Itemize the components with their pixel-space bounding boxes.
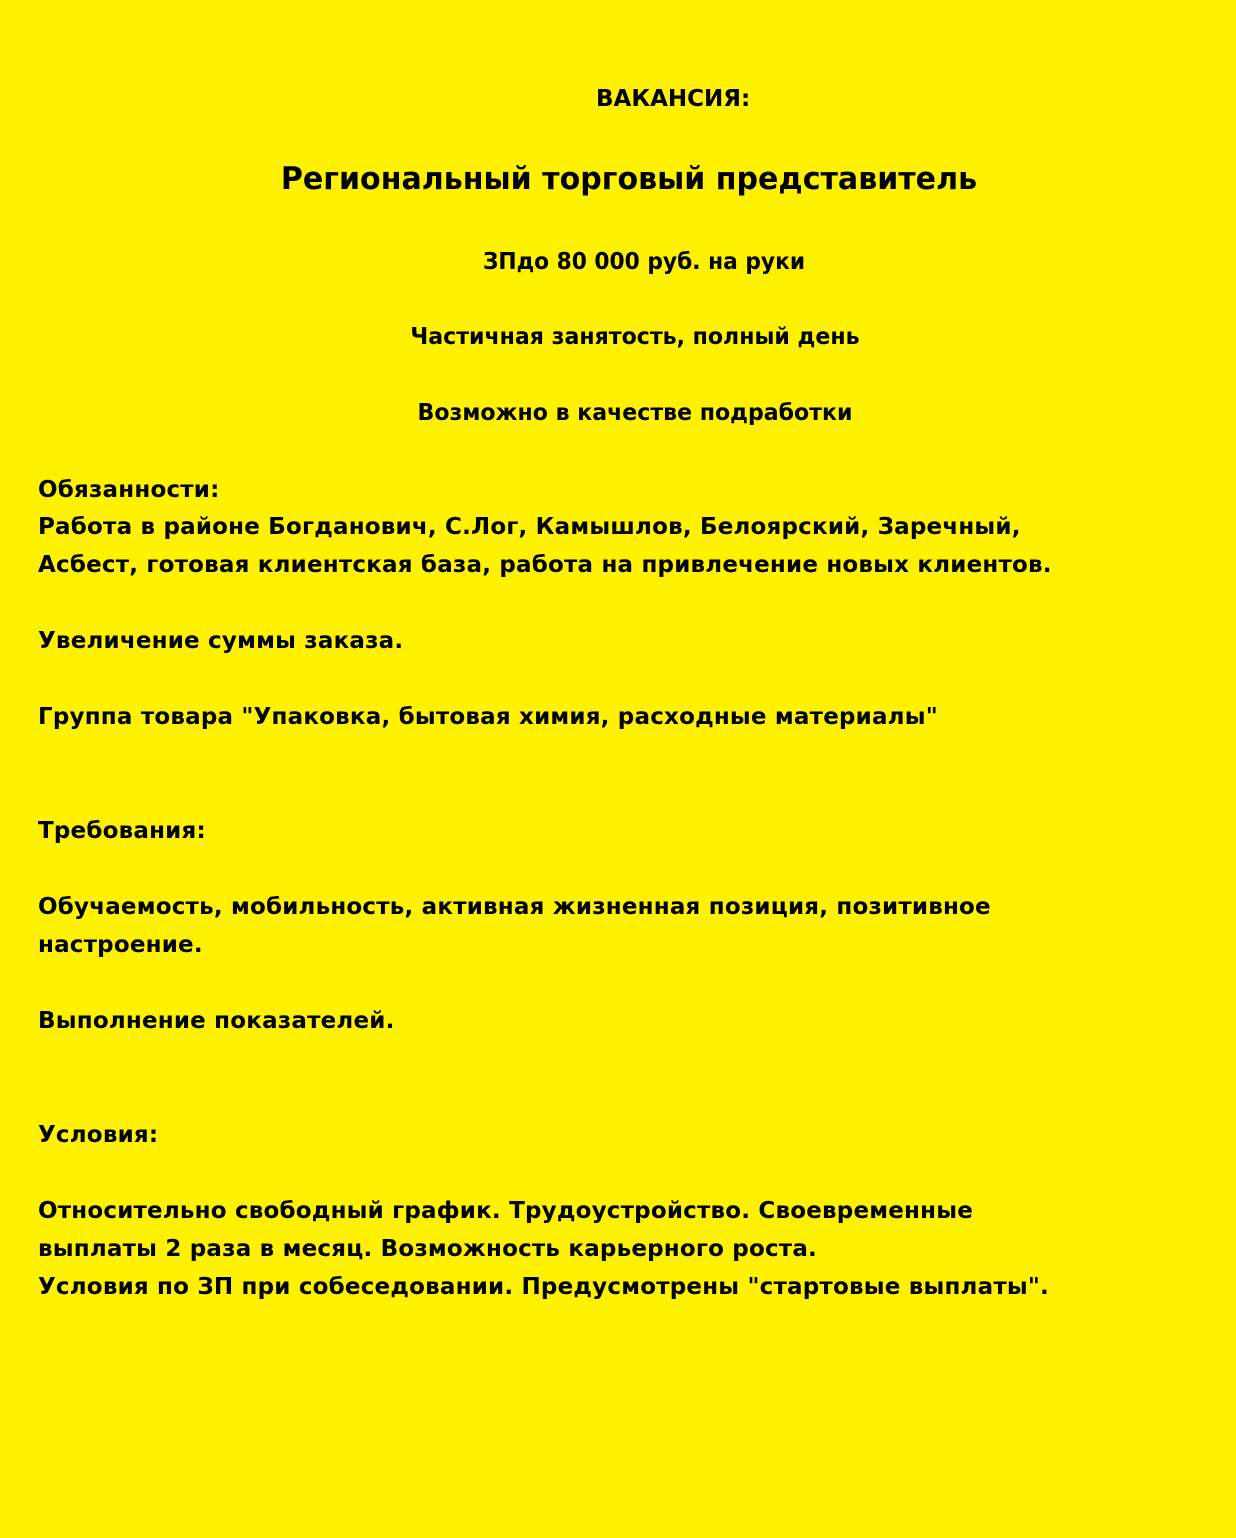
- duties-line: Работа в районе Богданович, С.Лог, Камышлов, Белоярский, Заречный,: [38, 514, 1021, 540]
- requirements-line: Обучаемость, мобильность, активная жизненная позиция, позитивное: [38, 894, 991, 920]
- side-job-text: Возможно в качестве подработки: [417, 400, 853, 426]
- conditions-heading: Условия:: [38, 1122, 159, 1148]
- conditions-line: Относительно свободный график. Трудоустройство. Своевременные: [38, 1198, 974, 1224]
- requirements-line: настроение.: [38, 932, 203, 958]
- vacancy-label: ВАКАНСИЯ:: [596, 86, 751, 112]
- duties-line: Группа товара "Упаковка, бытовая химия, расходные материалы": [38, 704, 938, 730]
- requirements-heading: Требования:: [38, 818, 206, 844]
- duties-heading: Обязанности:: [38, 477, 220, 503]
- salary-text: ЗПдо 80 000 руб. на руки: [482, 249, 806, 275]
- requirements-line: Выполнение показателей.: [38, 1008, 395, 1034]
- duties-line: Увеличение суммы заказа.: [38, 628, 404, 654]
- conditions-line: выплаты 2 раза в месяц. Возможность карьерного роста.: [38, 1236, 817, 1262]
- conditions-line: Условия по ЗП при собеседовании. Предусмотрены "стартовые выплаты".: [38, 1274, 1049, 1300]
- employment-text: Частичная занятость, полный день: [410, 324, 860, 350]
- duties-line: Асбест, готовая клиентская база, работа на привлечение новых клиентов.: [38, 552, 1052, 578]
- vacancy-title: Региональный торговый представитель: [280, 161, 978, 197]
